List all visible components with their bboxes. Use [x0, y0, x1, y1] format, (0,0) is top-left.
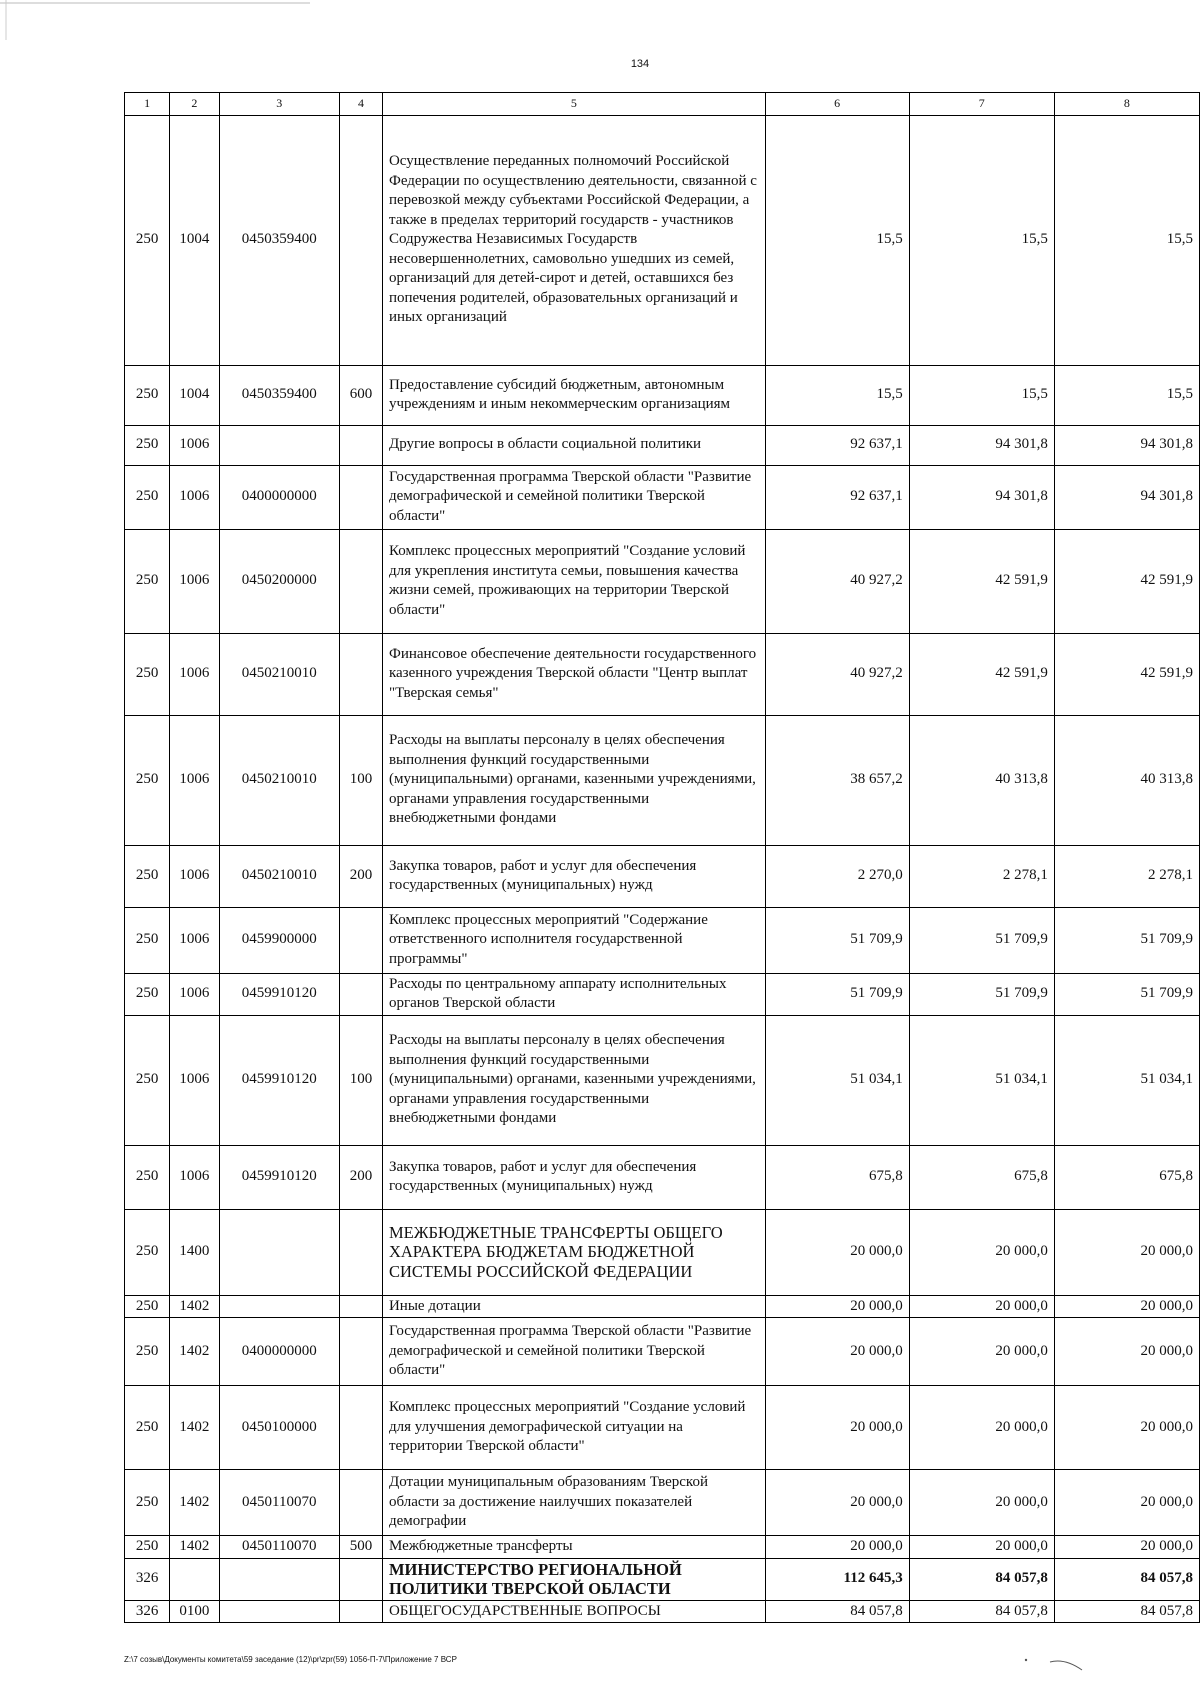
- amount-col-6-cell: 51 709,9: [765, 973, 909, 1015]
- amount-col-8-cell: 20 000,0: [1054, 1209, 1199, 1295]
- expense-type-cell: [339, 1600, 382, 1623]
- table-row: [125, 1558, 1200, 1600]
- target-article-cell: 0450359400: [219, 365, 339, 425]
- section-code-cell: 1006: [170, 529, 219, 633]
- target-article-cell: 0400000000: [219, 465, 339, 529]
- scan-artifact-top: [0, 0, 330, 40]
- table-row: [125, 365, 1200, 425]
- table-row: [125, 715, 1200, 845]
- table-row: [125, 465, 1200, 529]
- ministry-code-cell: 250: [125, 907, 170, 973]
- amount-col-7-cell: 675,8: [909, 1145, 1054, 1209]
- description-cell: ОБЩЕГОСУДАРСТВЕННЫЕ ВОПРОСЫ: [382, 1600, 765, 1623]
- table-row: [125, 115, 1200, 365]
- description-cell: Осуществление переданных полномочий Российской Федерации по осуществлению деятельности, связанной с перевозкой между субъектами Российской Федерации, а также в пределах территорий государств - участников Содружества Независимых Государств несовершеннолетних, самовольно ушедших из семей, организаций для детей-сирот и детей, оставшихся без попечения родителей, образовательных организаций и иных организаций: [382, 115, 765, 365]
- amount-col-8-cell: 84 057,8: [1054, 1558, 1199, 1600]
- amount-col-8-cell: 20 000,0: [1054, 1386, 1199, 1470]
- amount-col-8-cell: 94 301,8: [1054, 425, 1199, 465]
- section-code-cell: 1006: [170, 425, 219, 465]
- target-article-cell: 0450110070: [219, 1536, 339, 1559]
- ministry-code-cell: 250: [125, 1386, 170, 1470]
- amount-col-6-cell: 20 000,0: [765, 1318, 909, 1386]
- amount-col-8-cell: 675,8: [1054, 1145, 1199, 1209]
- amount-col-6-cell: 40 927,2: [765, 633, 909, 715]
- ministry-code-cell: 250: [125, 1295, 170, 1318]
- amount-col-6-cell: 51 709,9: [765, 907, 909, 973]
- section-code-cell: 1402: [170, 1536, 219, 1559]
- description-cell: Межбюджетные трансферты: [382, 1536, 765, 1559]
- budget-table-container: [124, 92, 1200, 1623]
- column-header: 5: [382, 93, 765, 116]
- table-row: [125, 1386, 1200, 1470]
- amount-col-7-cell: 94 301,8: [909, 465, 1054, 529]
- description-cell: МИНИСТЕРСТВО РЕГИОНАЛЬНОЙ ПОЛИТИКИ ТВЕРСКОЙ ОБЛАСТИ: [382, 1558, 765, 1600]
- ministry-code-cell: 250: [125, 1470, 170, 1536]
- amount-col-7-cell: 42 591,9: [909, 529, 1054, 633]
- column-header: 1: [125, 93, 170, 116]
- target-article-cell: 0450210010: [219, 845, 339, 907]
- amount-col-7-cell: 20 000,0: [909, 1318, 1054, 1386]
- amount-col-7-cell: 84 057,8: [909, 1600, 1054, 1623]
- amount-col-7-cell: 20 000,0: [909, 1209, 1054, 1295]
- section-code-cell: 1006: [170, 973, 219, 1015]
- expense-type-cell: [339, 1295, 382, 1318]
- table-row: [125, 845, 1200, 907]
- amount-col-8-cell: 2 278,1: [1054, 845, 1199, 907]
- amount-col-8-cell: 84 057,8: [1054, 1600, 1199, 1623]
- description-cell: Дотации муниципальным образованиям Тверской области за достижение наилучших показателей демографии: [382, 1470, 765, 1536]
- description-cell: Комплекс процессных мероприятий "Создание условий для улучшения демографической ситуации на территории Тверской области": [382, 1386, 765, 1470]
- amount-col-7-cell: 20 000,0: [909, 1386, 1054, 1470]
- column-header: 2: [170, 93, 219, 116]
- expense-type-cell: 200: [339, 845, 382, 907]
- column-header: 4: [339, 93, 382, 116]
- section-code-cell: 1006: [170, 845, 219, 907]
- amount-col-6-cell: 92 637,1: [765, 465, 909, 529]
- table-row: [125, 633, 1200, 715]
- section-code-cell: 1004: [170, 115, 219, 365]
- ministry-code-cell: 250: [125, 715, 170, 845]
- table-body: [125, 115, 1200, 1623]
- amount-col-7-cell: 20 000,0: [909, 1470, 1054, 1536]
- section-code-cell: 1006: [170, 715, 219, 845]
- expense-type-cell: [339, 115, 382, 365]
- description-cell: Расходы по центральному аппарату исполнительных органов Тверской области: [382, 973, 765, 1015]
- amount-col-8-cell: 20 000,0: [1054, 1318, 1199, 1386]
- expense-type-cell: [339, 633, 382, 715]
- target-article-cell: [219, 425, 339, 465]
- expense-type-cell: [339, 1558, 382, 1600]
- description-cell: Закупка товаров, работ и услуг для обеспечения государственных (муниципальных) нужд: [382, 1145, 765, 1209]
- table-row: [125, 907, 1200, 973]
- description-cell: Другие вопросы в области социальной политики: [382, 425, 765, 465]
- column-number-row: [125, 93, 1200, 116]
- section-code-cell: 1402: [170, 1295, 219, 1318]
- amount-col-7-cell: 84 057,8: [909, 1558, 1054, 1600]
- description-cell: Государственная программа Тверской области "Развитие демографической и семейной политики Тверской области": [382, 1318, 765, 1386]
- target-article-cell: 0459900000: [219, 907, 339, 973]
- amount-col-7-cell: 2 278,1: [909, 845, 1054, 907]
- amount-col-8-cell: 51 709,9: [1054, 907, 1199, 973]
- amount-col-8-cell: 42 591,9: [1054, 633, 1199, 715]
- section-code-cell: 1402: [170, 1386, 219, 1470]
- amount-col-6-cell: 15,5: [765, 115, 909, 365]
- target-article-cell: 0459910120: [219, 973, 339, 1015]
- amount-col-8-cell: 20 000,0: [1054, 1295, 1199, 1318]
- target-article-cell: 0400000000: [219, 1318, 339, 1386]
- ministry-code-cell: 250: [125, 365, 170, 425]
- amount-col-8-cell: 15,5: [1054, 365, 1199, 425]
- amount-col-8-cell: 94 301,8: [1054, 465, 1199, 529]
- ministry-code-cell: 250: [125, 465, 170, 529]
- target-article-cell: 0450210010: [219, 633, 339, 715]
- description-cell: Расходы на выплаты персоналу в целях обеспечения выполнения функций государственными (муниципальными) органами, казенными учреждениями, органами управления государственными внебюджетными фондами: [382, 1015, 765, 1145]
- description-cell: Закупка товаров, работ и услуг для обеспечения государственных (муниципальных) нужд: [382, 845, 765, 907]
- ministry-code-cell: 326: [125, 1600, 170, 1623]
- ministry-code-cell: 250: [125, 1536, 170, 1559]
- description-cell: Финансовое обеспечение деятельности государственного казенного учреждения Тверской области "Центр выплат "Тверская семья": [382, 633, 765, 715]
- amount-col-6-cell: 40 927,2: [765, 529, 909, 633]
- table-row: [125, 1600, 1200, 1623]
- table-row: [125, 1295, 1200, 1318]
- amount-col-8-cell: 40 313,8: [1054, 715, 1199, 845]
- section-code-cell: 1402: [170, 1470, 219, 1536]
- expense-type-cell: [339, 425, 382, 465]
- expense-type-cell: [339, 529, 382, 633]
- footer-file-path: Z:\7 созыв\Документы комитета\59 заседание (12)\pr\zpr(59) 1056-П-7\Приложение 7 ВСР: [124, 1655, 457, 1664]
- section-code-cell: 1400: [170, 1209, 219, 1295]
- table-row: [125, 529, 1200, 633]
- amount-col-6-cell: 20 000,0: [765, 1470, 909, 1536]
- section-code-cell: 1402: [170, 1318, 219, 1386]
- description-cell: Комплекс процессных мероприятий "Создание условий для укрепления института семьи, повышения качества жизни семей, проживающих на территории Тверской области": [382, 529, 765, 633]
- amount-col-6-cell: 20 000,0: [765, 1386, 909, 1470]
- table-row: [125, 1145, 1200, 1209]
- amount-col-6-cell: 38 657,2: [765, 715, 909, 845]
- target-article-cell: 0450359400: [219, 115, 339, 365]
- target-article-cell: [219, 1600, 339, 1623]
- column-header: 3: [219, 93, 339, 116]
- ministry-code-cell: 250: [125, 633, 170, 715]
- table-row: [125, 1318, 1200, 1386]
- amount-col-8-cell: 15,5: [1054, 115, 1199, 365]
- description-cell: МЕЖБЮДЖЕТНЫЕ ТРАНСФЕРТЫ ОБЩЕГО ХАРАКТЕРА БЮДЖЕТАМ БЮДЖЕТНОЙ СИСТЕМЫ РОССИЙСКОЙ ФЕДЕРАЦИИ: [382, 1209, 765, 1295]
- ministry-code-cell: 250: [125, 1209, 170, 1295]
- ministry-code-cell: 250: [125, 845, 170, 907]
- amount-col-7-cell: 51 709,9: [909, 973, 1054, 1015]
- ministry-code-cell: 250: [125, 1318, 170, 1386]
- amount-col-6-cell: 20 000,0: [765, 1209, 909, 1295]
- column-header: 8: [1054, 93, 1199, 116]
- amount-col-8-cell: 42 591,9: [1054, 529, 1199, 633]
- amount-col-7-cell: 42 591,9: [909, 633, 1054, 715]
- column-header: 6: [765, 93, 909, 116]
- amount-col-7-cell: 94 301,8: [909, 425, 1054, 465]
- amount-col-7-cell: 51 709,9: [909, 907, 1054, 973]
- table-row: [125, 973, 1200, 1015]
- amount-col-6-cell: 112 645,3: [765, 1558, 909, 1600]
- amount-col-6-cell: 675,8: [765, 1145, 909, 1209]
- ministry-code-cell: 250: [125, 1015, 170, 1145]
- section-code-cell: 1006: [170, 633, 219, 715]
- ministry-code-cell: 326: [125, 1558, 170, 1600]
- budget-table: [124, 92, 1200, 1623]
- section-code-cell: [170, 1558, 219, 1600]
- table-row: [125, 425, 1200, 465]
- ministry-code-cell: 250: [125, 425, 170, 465]
- table-row: [125, 1209, 1200, 1295]
- amount-col-7-cell: 20 000,0: [909, 1536, 1054, 1559]
- section-code-cell: 1006: [170, 1145, 219, 1209]
- table-row: [125, 1470, 1200, 1536]
- target-article-cell: 0450210010: [219, 715, 339, 845]
- amount-col-6-cell: 92 637,1: [765, 425, 909, 465]
- amount-col-6-cell: 84 057,8: [765, 1600, 909, 1623]
- section-code-cell: 0100: [170, 1600, 219, 1623]
- section-code-cell: 1006: [170, 907, 219, 973]
- amount-col-6-cell: 15,5: [765, 365, 909, 425]
- ministry-code-cell: 250: [125, 1145, 170, 1209]
- table-row: [125, 1015, 1200, 1145]
- amount-col-7-cell: 15,5: [909, 365, 1054, 425]
- amount-col-8-cell: 51 034,1: [1054, 1015, 1199, 1145]
- expense-type-cell: [339, 973, 382, 1015]
- target-article-cell: 0459910120: [219, 1015, 339, 1145]
- amount-col-8-cell: 51 709,9: [1054, 973, 1199, 1015]
- amount-col-6-cell: 51 034,1: [765, 1015, 909, 1145]
- expense-type-cell: [339, 1209, 382, 1295]
- ministry-code-cell: 250: [125, 529, 170, 633]
- amount-col-7-cell: 20 000,0: [909, 1295, 1054, 1318]
- amount-col-8-cell: 20 000,0: [1054, 1536, 1199, 1559]
- ministry-code-cell: 250: [125, 973, 170, 1015]
- expense-type-cell: 600: [339, 365, 382, 425]
- amount-col-6-cell: 20 000,0: [765, 1295, 909, 1318]
- description-cell: Предоставление субсидий бюджетным, автономным учреждениям и иным некоммерческим организациям: [382, 365, 765, 425]
- expense-type-cell: 500: [339, 1536, 382, 1559]
- target-article-cell: [219, 1295, 339, 1318]
- amount-col-8-cell: 20 000,0: [1054, 1470, 1199, 1536]
- amount-col-6-cell: 2 270,0: [765, 845, 909, 907]
- target-article-cell: 0459910120: [219, 1145, 339, 1209]
- target-article-cell: [219, 1209, 339, 1295]
- expense-type-cell: [339, 1318, 382, 1386]
- page-number: 134: [630, 58, 650, 70]
- column-header: 7: [909, 93, 1054, 116]
- description-cell: Расходы на выплаты персоналу в целях обеспечения выполнения функций государственными (муниципальными) органами, казенными учреждениями, органами управления государственными внебюджетными фондами: [382, 715, 765, 845]
- target-article-cell: [219, 1558, 339, 1600]
- amount-col-7-cell: 15,5: [909, 115, 1054, 365]
- target-article-cell: 0450200000: [219, 529, 339, 633]
- amount-col-7-cell: 51 034,1: [909, 1015, 1054, 1145]
- target-article-cell: 0450110070: [219, 1470, 339, 1536]
- amount-col-7-cell: 40 313,8: [909, 715, 1054, 845]
- description-cell: Комплекс процессных мероприятий "Содержание ответственного исполнителя государственной программы": [382, 907, 765, 973]
- description-cell: Государственная программа Тверской области "Развитие демографической и семейной политики Тверской области": [382, 465, 765, 529]
- section-code-cell: 1006: [170, 465, 219, 529]
- expense-type-cell: [339, 465, 382, 529]
- expense-type-cell: [339, 1386, 382, 1470]
- target-article-cell: 0450100000: [219, 1386, 339, 1470]
- expense-type-cell: 100: [339, 1015, 382, 1145]
- description-cell: Иные дотации: [382, 1295, 765, 1318]
- expense-type-cell: 200: [339, 1145, 382, 1209]
- amount-col-6-cell: 20 000,0: [765, 1536, 909, 1559]
- scan-artifact-bottom-right: [1020, 1640, 1090, 1680]
- table-row: [125, 1536, 1200, 1559]
- expense-type-cell: [339, 1470, 382, 1536]
- section-code-cell: 1004: [170, 365, 219, 425]
- ministry-code-cell: 250: [125, 115, 170, 365]
- section-code-cell: 1006: [170, 1015, 219, 1145]
- expense-type-cell: 100: [339, 715, 382, 845]
- expense-type-cell: [339, 907, 382, 973]
